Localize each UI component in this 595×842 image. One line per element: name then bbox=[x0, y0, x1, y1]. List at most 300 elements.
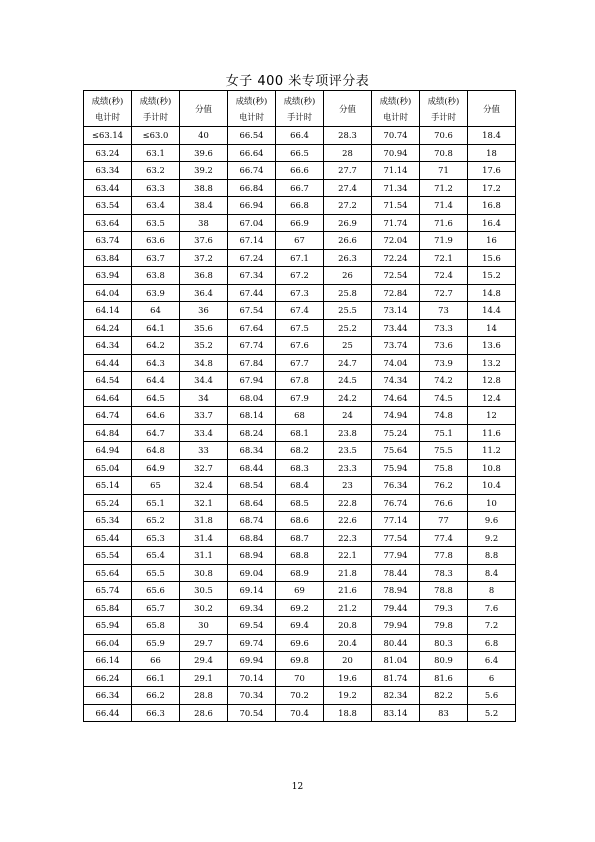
table-cell: 66.64 bbox=[228, 144, 276, 162]
column-header-line1: 成绩(秒) bbox=[235, 95, 268, 106]
table-cell: 76.74 bbox=[372, 494, 420, 512]
table-cell: 27.7 bbox=[324, 162, 372, 180]
column-header bbox=[228, 91, 276, 127]
table-row bbox=[84, 319, 516, 337]
table-cell: 33.4 bbox=[180, 424, 228, 442]
table-cell: 23.5 bbox=[324, 442, 372, 460]
table-cell: 39.2 bbox=[180, 162, 228, 180]
table-cell: 66.4 bbox=[276, 127, 324, 145]
table-row bbox=[84, 442, 516, 460]
table-cell: 64.8 bbox=[132, 442, 180, 460]
table-cell: 82.2 bbox=[420, 687, 468, 705]
table-row bbox=[84, 477, 516, 495]
table-cell: 70.94 bbox=[372, 144, 420, 162]
table-cell: 68.24 bbox=[228, 424, 276, 442]
table-cell: 70.2 bbox=[276, 687, 324, 705]
table-cell: 18.4 bbox=[468, 127, 516, 145]
table-cell: 20.8 bbox=[324, 617, 372, 635]
table-row bbox=[84, 179, 516, 197]
table-cell: 69.8 bbox=[276, 652, 324, 670]
table-cell: 6.4 bbox=[468, 652, 516, 670]
table-cell: 32.1 bbox=[180, 494, 228, 512]
table-cell: 12.8 bbox=[468, 372, 516, 390]
column-header-line1: 成绩(秒) bbox=[379, 95, 412, 106]
table-cell: 66.5 bbox=[276, 144, 324, 162]
table-cell: 67.1 bbox=[276, 249, 324, 267]
table-cell: 65.9 bbox=[132, 634, 180, 652]
table-cell: 27.4 bbox=[324, 179, 372, 197]
table-cell: 67.84 bbox=[228, 354, 276, 372]
table-cell: ≤63.14 bbox=[84, 127, 132, 145]
table-cell: 14.8 bbox=[468, 284, 516, 302]
table-cell: 66.94 bbox=[228, 197, 276, 215]
table-cell: 32.7 bbox=[180, 459, 228, 477]
table-cell: 67.94 bbox=[228, 372, 276, 390]
table-row bbox=[84, 214, 516, 232]
table-cell: 71.14 bbox=[372, 162, 420, 180]
table-row bbox=[84, 267, 516, 285]
table-cell: 8 bbox=[468, 582, 516, 600]
table-cell: 67 bbox=[276, 232, 324, 250]
table-cell: 67.9 bbox=[276, 389, 324, 407]
table-cell: 27.2 bbox=[324, 197, 372, 215]
table-cell: 75.5 bbox=[420, 442, 468, 460]
table-cell: 63.34 bbox=[84, 162, 132, 180]
table-cell: 68.3 bbox=[276, 459, 324, 477]
table-cell: 64.4 bbox=[132, 372, 180, 390]
table-cell: 71.54 bbox=[372, 197, 420, 215]
table-cell: 38.4 bbox=[180, 197, 228, 215]
table-cell: 21.6 bbox=[324, 582, 372, 600]
table-cell: 11.2 bbox=[468, 442, 516, 460]
table-cell: 69.6 bbox=[276, 634, 324, 652]
table-cell: 31.4 bbox=[180, 529, 228, 547]
table-cell: 80.44 bbox=[372, 634, 420, 652]
table-cell: 80.9 bbox=[420, 652, 468, 670]
table-cell: 70.74 bbox=[372, 127, 420, 145]
table-cell: 25.5 bbox=[324, 302, 372, 320]
table-cell: 64.7 bbox=[132, 424, 180, 442]
table-row bbox=[84, 582, 516, 600]
table-cell: 81.6 bbox=[420, 669, 468, 687]
table-cell: 6 bbox=[468, 669, 516, 687]
table-cell: 65.4 bbox=[132, 547, 180, 565]
table-cell: 68.44 bbox=[228, 459, 276, 477]
table-cell: 71.34 bbox=[372, 179, 420, 197]
table-cell: 79.94 bbox=[372, 617, 420, 635]
table-row bbox=[84, 302, 516, 320]
table-cell: 32.4 bbox=[180, 477, 228, 495]
table-cell: 15.6 bbox=[468, 249, 516, 267]
table-cell: 38.8 bbox=[180, 179, 228, 197]
table-cell: 12 bbox=[468, 407, 516, 425]
table-cell: 63.4 bbox=[132, 197, 180, 215]
table-cell: 26.6 bbox=[324, 232, 372, 250]
table-cell: 70 bbox=[276, 669, 324, 687]
table-cell: 36 bbox=[180, 302, 228, 320]
table-cell: 68.94 bbox=[228, 547, 276, 565]
table-row bbox=[84, 144, 516, 162]
table-cell: 69.94 bbox=[228, 652, 276, 670]
page-title: 女子 400 米专项评分表 bbox=[225, 74, 370, 89]
table-cell: 67.64 bbox=[228, 319, 276, 337]
table-cell: 31.8 bbox=[180, 512, 228, 530]
table-row bbox=[84, 494, 516, 512]
table-cell: 63.8 bbox=[132, 267, 180, 285]
table-cell: 64.34 bbox=[84, 337, 132, 355]
table-cell: 63.1 bbox=[132, 144, 180, 162]
table-cell: 8.8 bbox=[468, 547, 516, 565]
table-cell: 66.24 bbox=[84, 669, 132, 687]
table-cell: 63.6 bbox=[132, 232, 180, 250]
table-cell: 77 bbox=[420, 512, 468, 530]
table-cell: ≤63.0 bbox=[132, 127, 180, 145]
table-cell: 78.94 bbox=[372, 582, 420, 600]
table-cell: 23.3 bbox=[324, 459, 372, 477]
table-row bbox=[84, 127, 516, 145]
table-cell: 66.9 bbox=[276, 214, 324, 232]
table-cell: 18 bbox=[468, 144, 516, 162]
table-row bbox=[84, 599, 516, 617]
column-header-line2: 电计时 bbox=[382, 111, 409, 122]
table-cell: 74.94 bbox=[372, 407, 420, 425]
table-cell: 65.8 bbox=[132, 617, 180, 635]
table-cell: 63.2 bbox=[132, 162, 180, 180]
table-cell: 25.8 bbox=[324, 284, 372, 302]
table-cell: 68.4 bbox=[276, 477, 324, 495]
table-cell: 66.3 bbox=[132, 704, 180, 722]
table-cell: 69.4 bbox=[276, 617, 324, 635]
column-header bbox=[180, 91, 228, 127]
table-cell: 63.3 bbox=[132, 179, 180, 197]
table-cell: 73.6 bbox=[420, 337, 468, 355]
column-header bbox=[324, 91, 372, 127]
table-cell: 7.2 bbox=[468, 617, 516, 635]
table-row bbox=[84, 564, 516, 582]
table-cell: 73.9 bbox=[420, 354, 468, 372]
column-header-line1: 成绩(秒) bbox=[91, 95, 124, 106]
table-cell: 72.7 bbox=[420, 284, 468, 302]
column-header-line1: 成绩(秒) bbox=[139, 95, 172, 106]
column-header-line2: 电计时 bbox=[238, 111, 265, 122]
table-cell: 34 bbox=[180, 389, 228, 407]
table-cell: 68.1 bbox=[276, 424, 324, 442]
table-cell: 82.34 bbox=[372, 687, 420, 705]
table-cell: 37.2 bbox=[180, 249, 228, 267]
table-cell: 66.2 bbox=[132, 687, 180, 705]
table-cell: 65.44 bbox=[84, 529, 132, 547]
table-cell: 36.4 bbox=[180, 284, 228, 302]
table-row bbox=[84, 617, 516, 635]
table-cell: 66.14 bbox=[84, 652, 132, 670]
table-cell: 28.8 bbox=[180, 687, 228, 705]
table-cell: 29.4 bbox=[180, 652, 228, 670]
table-cell: 65.84 bbox=[84, 599, 132, 617]
table-cell: 72.04 bbox=[372, 232, 420, 250]
table-cell: 70.14 bbox=[228, 669, 276, 687]
table-cell: 18.8 bbox=[324, 704, 372, 722]
table-cell: 23.8 bbox=[324, 424, 372, 442]
table-cell: 76.2 bbox=[420, 477, 468, 495]
table-cell: 68.14 bbox=[228, 407, 276, 425]
table-cell: 72.4 bbox=[420, 267, 468, 285]
table-cell: 35.2 bbox=[180, 337, 228, 355]
table-row bbox=[84, 669, 516, 687]
column-header bbox=[372, 91, 420, 127]
table-cell: 77.94 bbox=[372, 547, 420, 565]
table-cell: 14.4 bbox=[468, 302, 516, 320]
table-cell: 13.6 bbox=[468, 337, 516, 355]
table-cell: 37.6 bbox=[180, 232, 228, 250]
table-cell: 67.34 bbox=[228, 267, 276, 285]
table-cell: 33 bbox=[180, 442, 228, 460]
table-cell: 71.6 bbox=[420, 214, 468, 232]
table-cell: 9.6 bbox=[468, 512, 516, 530]
table-cell: 67.54 bbox=[228, 302, 276, 320]
table-cell: 68.2 bbox=[276, 442, 324, 460]
table-cell: 17.2 bbox=[468, 179, 516, 197]
table-cell: 29.7 bbox=[180, 634, 228, 652]
table-cell: 68.74 bbox=[228, 512, 276, 530]
table-cell: 64.5 bbox=[132, 389, 180, 407]
table-cell: 75.64 bbox=[372, 442, 420, 460]
table-cell: 67.6 bbox=[276, 337, 324, 355]
table-cell: 21.2 bbox=[324, 599, 372, 617]
table-cell: 66 bbox=[132, 652, 180, 670]
column-header-line2: 手计时 bbox=[430, 111, 457, 122]
table-cell: 77.4 bbox=[420, 529, 468, 547]
table-cell: 63.64 bbox=[84, 214, 132, 232]
table-header-row bbox=[84, 91, 516, 127]
table-cell: 17.6 bbox=[468, 162, 516, 180]
table-cell: 67.44 bbox=[228, 284, 276, 302]
table-row bbox=[84, 529, 516, 547]
table-cell: 66.1 bbox=[132, 669, 180, 687]
table-cell: 73 bbox=[420, 302, 468, 320]
score-table bbox=[83, 90, 516, 722]
table-cell: 67.74 bbox=[228, 337, 276, 355]
table-cell: 64.94 bbox=[84, 442, 132, 460]
table-cell: 63.94 bbox=[84, 267, 132, 285]
table-cell: 28.6 bbox=[180, 704, 228, 722]
table-cell: 66.04 bbox=[84, 634, 132, 652]
table-row bbox=[84, 424, 516, 442]
table-row bbox=[84, 232, 516, 250]
table-cell: 64 bbox=[132, 302, 180, 320]
table-cell: 71.74 bbox=[372, 214, 420, 232]
table-cell: 71.4 bbox=[420, 197, 468, 215]
table-cell: 68.7 bbox=[276, 529, 324, 547]
table-row bbox=[84, 512, 516, 530]
table-cell: 30 bbox=[180, 617, 228, 635]
table-cell: 68.84 bbox=[228, 529, 276, 547]
table-cell: 25.2 bbox=[324, 319, 372, 337]
table-cell: 65.24 bbox=[84, 494, 132, 512]
table-cell: 26.3 bbox=[324, 249, 372, 267]
table-cell: 64.6 bbox=[132, 407, 180, 425]
table-cell: 79.8 bbox=[420, 617, 468, 635]
table-row bbox=[84, 389, 516, 407]
table-cell: 64.84 bbox=[84, 424, 132, 442]
table-cell: 19.2 bbox=[324, 687, 372, 705]
table-cell: 34.8 bbox=[180, 354, 228, 372]
column-header-line1: 成绩(秒) bbox=[283, 95, 316, 106]
table-cell: 78.44 bbox=[372, 564, 420, 582]
table-cell: 73.44 bbox=[372, 319, 420, 337]
column-header bbox=[420, 91, 468, 127]
table-row bbox=[84, 354, 516, 372]
table-cell: 76.34 bbox=[372, 477, 420, 495]
table-row bbox=[84, 459, 516, 477]
column-header bbox=[84, 91, 132, 127]
table-cell: 69.04 bbox=[228, 564, 276, 582]
table-cell: 11.6 bbox=[468, 424, 516, 442]
table-cell: 10 bbox=[468, 494, 516, 512]
table-cell: 22.6 bbox=[324, 512, 372, 530]
table-row bbox=[84, 372, 516, 390]
table-cell: 75.24 bbox=[372, 424, 420, 442]
table-cell: 19.6 bbox=[324, 669, 372, 687]
table-cell: 23 bbox=[324, 477, 372, 495]
table-cell: 66.44 bbox=[84, 704, 132, 722]
table-cell: 15.2 bbox=[468, 267, 516, 285]
table-cell: 12.4 bbox=[468, 389, 516, 407]
table-cell: 80.3 bbox=[420, 634, 468, 652]
table-cell: 30.5 bbox=[180, 582, 228, 600]
table-cell: 79.44 bbox=[372, 599, 420, 617]
table-cell: 72.84 bbox=[372, 284, 420, 302]
table-cell: 75.8 bbox=[420, 459, 468, 477]
table-cell: 67.14 bbox=[228, 232, 276, 250]
table-cell: 69.74 bbox=[228, 634, 276, 652]
table-cell: 7.6 bbox=[468, 599, 516, 617]
table-cell: 65.2 bbox=[132, 512, 180, 530]
table-cell: 65.64 bbox=[84, 564, 132, 582]
table-cell: 64.9 bbox=[132, 459, 180, 477]
table-cell: 77.8 bbox=[420, 547, 468, 565]
table-cell: 33.7 bbox=[180, 407, 228, 425]
table-cell: 5.6 bbox=[468, 687, 516, 705]
table-cell: 66.84 bbox=[228, 179, 276, 197]
table-cell: 74.34 bbox=[372, 372, 420, 390]
table-cell: 69.34 bbox=[228, 599, 276, 617]
table-cell: 65.54 bbox=[84, 547, 132, 565]
table-cell: 24 bbox=[324, 407, 372, 425]
table-cell: 10.4 bbox=[468, 477, 516, 495]
table-cell: 14 bbox=[468, 319, 516, 337]
table-cell: 64.1 bbox=[132, 319, 180, 337]
table-cell: 22.3 bbox=[324, 529, 372, 547]
table-row bbox=[84, 704, 516, 722]
table-cell: 22.1 bbox=[324, 547, 372, 565]
table-cell: 26.9 bbox=[324, 214, 372, 232]
column-header-line2: 手计时 bbox=[286, 111, 313, 122]
table-cell: 73.74 bbox=[372, 337, 420, 355]
table-row bbox=[84, 547, 516, 565]
table-cell: 73.14 bbox=[372, 302, 420, 320]
table-cell: 73.3 bbox=[420, 319, 468, 337]
column-header-line1: 分值 bbox=[483, 103, 500, 114]
table-cell: 69.2 bbox=[276, 599, 324, 617]
column-header-line1: 分值 bbox=[339, 103, 356, 114]
table-cell: 67.5 bbox=[276, 319, 324, 337]
table-cell: 16.4 bbox=[468, 214, 516, 232]
table-row bbox=[84, 634, 516, 652]
table-cell: 68.5 bbox=[276, 494, 324, 512]
table-cell: 71.2 bbox=[420, 179, 468, 197]
table-cell: 28.3 bbox=[324, 127, 372, 145]
table-cell: 29.1 bbox=[180, 669, 228, 687]
table-cell: 13.2 bbox=[468, 354, 516, 372]
table-cell: 72.54 bbox=[372, 267, 420, 285]
table-cell: 26 bbox=[324, 267, 372, 285]
table-cell: 74.8 bbox=[420, 407, 468, 425]
table-cell: 70.34 bbox=[228, 687, 276, 705]
table-row bbox=[84, 284, 516, 302]
table-cell: 68.8 bbox=[276, 547, 324, 565]
table-cell: 64.04 bbox=[84, 284, 132, 302]
table-cell: 78.8 bbox=[420, 582, 468, 600]
table-cell: 79.3 bbox=[420, 599, 468, 617]
table-cell: 68.6 bbox=[276, 512, 324, 530]
table-cell: 63.54 bbox=[84, 197, 132, 215]
table-cell: 66.74 bbox=[228, 162, 276, 180]
table-cell: 64.3 bbox=[132, 354, 180, 372]
table-cell: 63.44 bbox=[84, 179, 132, 197]
table-cell: 70.6 bbox=[420, 127, 468, 145]
table-cell: 65.14 bbox=[84, 477, 132, 495]
table-cell: 65.5 bbox=[132, 564, 180, 582]
table-cell: 65.6 bbox=[132, 582, 180, 600]
table-cell: 63.84 bbox=[84, 249, 132, 267]
table-cell: 74.04 bbox=[372, 354, 420, 372]
table-cell: 64.24 bbox=[84, 319, 132, 337]
table-cell: 65.74 bbox=[84, 582, 132, 600]
table-cell: 72.24 bbox=[372, 249, 420, 267]
table-cell: 83.14 bbox=[372, 704, 420, 722]
table-cell: 65.7 bbox=[132, 599, 180, 617]
table-cell: 66.54 bbox=[228, 127, 276, 145]
table-cell: 70.54 bbox=[228, 704, 276, 722]
table-row bbox=[84, 652, 516, 670]
table-cell: 65 bbox=[132, 477, 180, 495]
table-cell: 10.8 bbox=[468, 459, 516, 477]
table-cell: 83 bbox=[420, 704, 468, 722]
table-cell: 66.8 bbox=[276, 197, 324, 215]
table-cell: 64.64 bbox=[84, 389, 132, 407]
table-row bbox=[84, 162, 516, 180]
table-cell: 6.8 bbox=[468, 634, 516, 652]
table-cell: 69 bbox=[276, 582, 324, 600]
column-header-line2: 电计时 bbox=[94, 111, 121, 122]
table-cell: 28 bbox=[324, 144, 372, 162]
table-cell: 74.64 bbox=[372, 389, 420, 407]
column-header bbox=[276, 91, 324, 127]
table-cell: 67.8 bbox=[276, 372, 324, 390]
table-cell: 21.8 bbox=[324, 564, 372, 582]
table-cell: 5.2 bbox=[468, 704, 516, 722]
table-cell: 65.34 bbox=[84, 512, 132, 530]
table-cell: 40 bbox=[180, 127, 228, 145]
table-cell: 67.3 bbox=[276, 284, 324, 302]
table-cell: 75.1 bbox=[420, 424, 468, 442]
table-cell: 76.6 bbox=[420, 494, 468, 512]
table-cell: 67.24 bbox=[228, 249, 276, 267]
table-cell: 24.5 bbox=[324, 372, 372, 390]
table-cell: 69.14 bbox=[228, 582, 276, 600]
table-cell: 30.8 bbox=[180, 564, 228, 582]
table-cell: 66.34 bbox=[84, 687, 132, 705]
